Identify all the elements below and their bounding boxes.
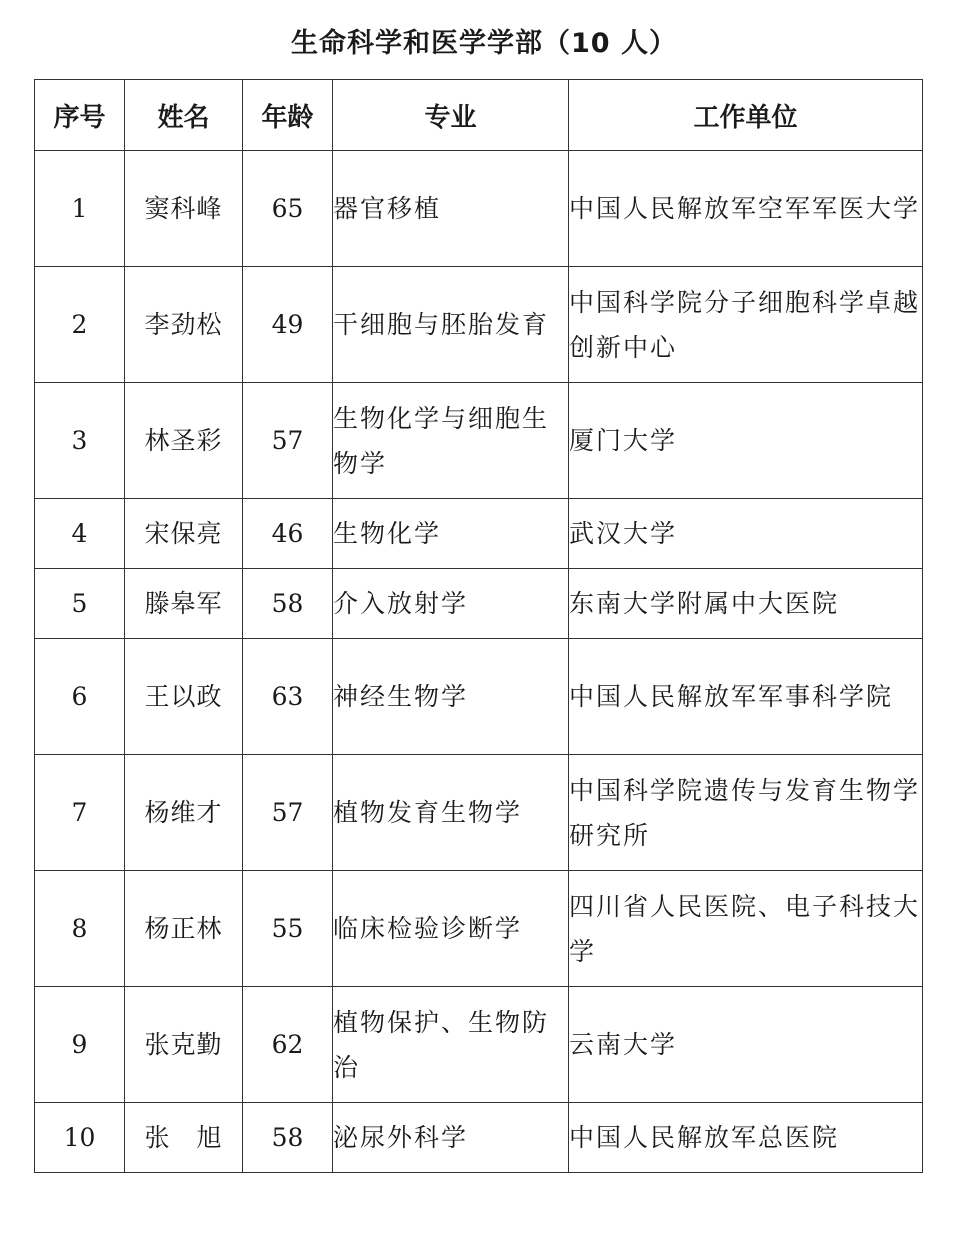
roster-table [34,79,923,1173]
cell-major: 干细胞与胚胎发育 [333,267,569,383]
cell-name: 杨正林 [125,871,243,987]
cell-age: 57 [243,383,333,499]
cell-unit: 中国人民解放军空军军医大学 [569,151,923,267]
cell-name: 李劲松 [125,267,243,383]
cell-name: 杨维才 [125,755,243,871]
table-row [35,151,923,267]
cell-index: 3 [35,383,125,499]
cell-index: 7 [35,755,125,871]
table-row [35,499,923,569]
cell-index: 1 [35,151,125,267]
header-index: 序号 [35,80,125,151]
cell-name: 林圣彩 [125,383,243,499]
cell-unit: 中国科学院遗传与发育生物学研究所 [569,755,923,871]
cell-unit: 中国科学院分子细胞科学卓越创新中心 [569,267,923,383]
cell-major: 生物化学与细胞生物学 [333,383,569,499]
header-name: 姓名 [125,80,243,151]
cell-age: 55 [243,871,333,987]
cell-index: 4 [35,499,125,569]
cell-unit: 东南大学附属中大医院 [569,569,923,639]
table-row [35,987,923,1103]
cell-unit: 中国人民解放军总医院 [569,1103,923,1173]
cell-age: 57 [243,755,333,871]
cell-age: 62 [243,987,333,1103]
cell-unit: 厦门大学 [569,383,923,499]
table-row [35,1103,923,1173]
cell-index: 9 [35,987,125,1103]
cell-major: 植物发育生物学 [333,755,569,871]
cell-name: 宋保亮 [125,499,243,569]
cell-name: 王以政 [125,639,243,755]
cell-major: 介入放射学 [333,569,569,639]
cell-index: 5 [35,569,125,639]
cell-name: 滕皋军 [125,569,243,639]
header-age: 年龄 [243,80,333,151]
table-row [35,267,923,383]
table-row [35,383,923,499]
cell-age: 63 [243,639,333,755]
cell-major: 生物化学 [333,499,569,569]
cell-name: 张 旭 [125,1103,243,1173]
cell-index: 6 [35,639,125,755]
cell-major: 临床检验诊断学 [333,871,569,987]
cell-index: 2 [35,267,125,383]
cell-unit: 武汉大学 [569,499,923,569]
table-row [35,569,923,639]
cell-age: 46 [243,499,333,569]
table-row [35,639,923,755]
header-major: 专业 [333,80,569,151]
cell-major: 植物保护、生物防治 [333,987,569,1103]
cell-unit: 四川省人民医院、电子科技大学 [569,871,923,987]
cell-name: 张克勤 [125,987,243,1103]
cell-index: 8 [35,871,125,987]
cell-major: 器官移植 [333,151,569,267]
cell-age: 49 [243,267,333,383]
header-unit: 工作单位 [569,80,923,151]
cell-major: 神经生物学 [333,639,569,755]
cell-major: 泌尿外科学 [333,1103,569,1173]
table-row [35,871,923,987]
header-row [35,80,923,151]
cell-age: 65 [243,151,333,267]
cell-index: 10 [35,1103,125,1173]
cell-name: 窦科峰 [125,151,243,267]
cell-unit: 云南大学 [569,987,923,1103]
cell-age: 58 [243,1103,333,1173]
table-row [35,755,923,871]
page-title: 生命科学和医学学部（10 人） [291,28,677,59]
cell-age: 58 [243,569,333,639]
cell-unit: 中国人民解放军军事科学院 [569,639,923,755]
